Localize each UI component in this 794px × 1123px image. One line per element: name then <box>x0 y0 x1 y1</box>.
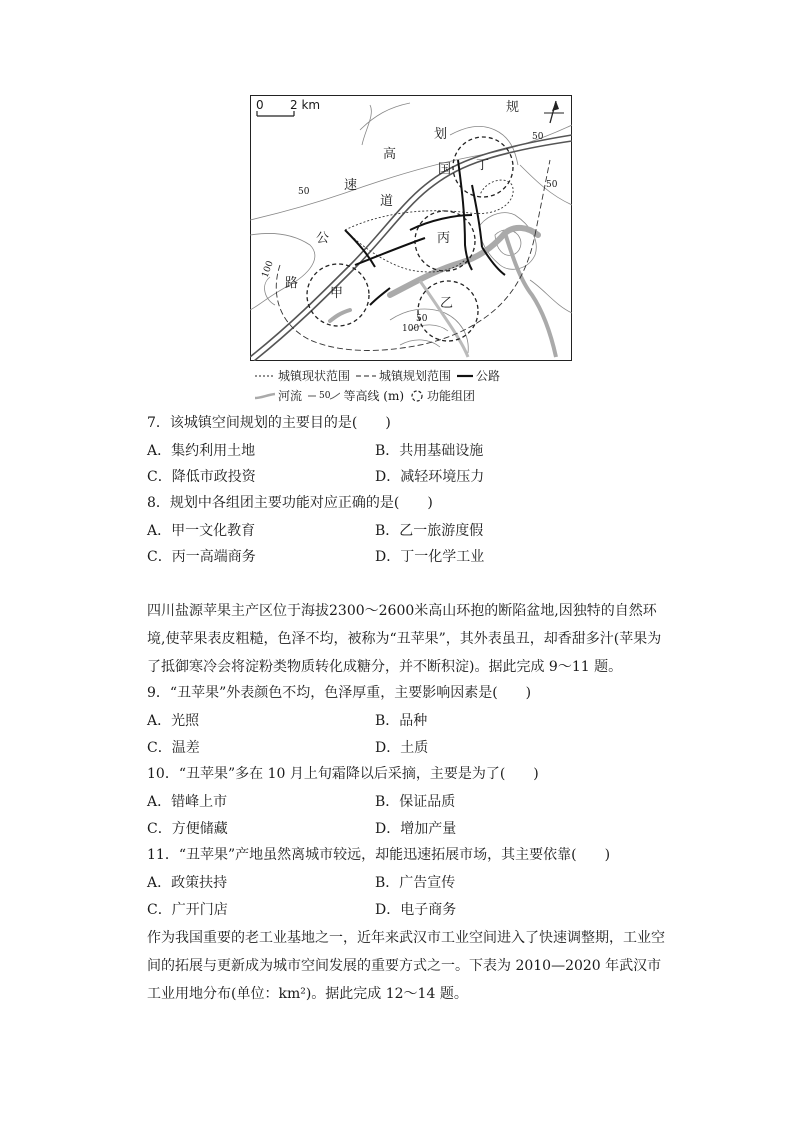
q7-option-c[interactable]: C．降低市政投资 <box>147 469 256 485</box>
map-label-su: 速 <box>344 178 358 193</box>
legend-function-group: 功能组团 <box>410 386 475 406</box>
q11-option-c[interactable]: C．广开门店 <box>147 902 228 918</box>
question-9: 9．“丑苹果”外表颜色不均，色泽厚重，主要影响因素是( ) <box>147 685 532 701</box>
river-line-icon <box>255 392 275 400</box>
q7-option-d[interactable]: D．减轻环境压力 <box>375 469 485 485</box>
map-label-yi: 乙 <box>440 296 454 311</box>
legend-contour: 50 等高线 (m) <box>308 386 404 406</box>
map-label-hua: 划 <box>434 127 448 142</box>
contour-line-icon <box>308 393 316 399</box>
q8-option-b[interactable]: B．乙一旅游度假 <box>375 523 484 539</box>
contour-label-50: 50 <box>298 187 310 197</box>
dashed-circle-icon <box>410 389 424 403</box>
solid-line-icon <box>457 373 473 379</box>
q9-option-a[interactable]: A．光照 <box>147 713 200 729</box>
dashed-line-icon <box>356 373 376 379</box>
map-label-ding: 丁 <box>476 158 490 173</box>
q10-option-c[interactable]: C．方便储藏 <box>147 821 228 837</box>
map-label-gui: 规 <box>506 100 520 115</box>
q8-option-d[interactable]: D．丁一化学工业 <box>375 549 485 565</box>
map-label-dao: 道 <box>380 194 394 209</box>
legend-current-range: 城镇现状范围 <box>255 366 350 386</box>
q10-option-b[interactable]: B．保证品质 <box>375 794 456 810</box>
map-label-bing: 丙 <box>437 231 451 246</box>
map-label-lu: 路 <box>285 276 299 291</box>
question-8: 8．规划中各组团主要功能对应正确的是( ) <box>147 495 433 511</box>
passage-wuhan: 作为我国重要的老工业基地之一，近年来武汉市工业空间进入了快速调整期，工业空间的拓展与更新成为城市空间发展的重要方式之一。下表为 2010—2020 年武汉市工业用地分布(单位：km²)。据此完成 12～14 题。 <box>147 930 665 1002</box>
q8-option-a[interactable]: A．甲一文化教育 <box>147 523 256 539</box>
question-11: 11．“丑苹果”产地虽然离城市较远，却能迅速拓展市场，其主要依靠( ) <box>147 847 611 863</box>
q11-option-a[interactable]: A．政策扶持 <box>147 875 228 891</box>
contour-label-100: 100 <box>402 324 420 334</box>
q10-option-d[interactable]: D．增加产量 <box>375 821 457 837</box>
q9-option-d[interactable]: D．土质 <box>375 740 429 756</box>
contour-label-50: 50 <box>546 180 558 190</box>
map-drawing <box>250 95 572 361</box>
question-10: 10．“丑苹果”多在 10 月上旬霜降以后采摘，主要是为了( ) <box>147 766 539 782</box>
q10-option-a[interactable]: A．错峰上市 <box>147 794 228 810</box>
q8-option-c[interactable]: C．丙一高端商务 <box>147 549 256 565</box>
question-7: 7．该城镇空间规划的主要目的是( ) <box>147 415 391 431</box>
town-planning-map <box>250 95 572 361</box>
scale-zero: 0 <box>256 98 264 112</box>
q9-option-b[interactable]: B．品种 <box>375 713 428 729</box>
contour-label-50: 50 <box>532 132 544 142</box>
q7-option-b[interactable]: B．共用基础设施 <box>375 443 484 459</box>
legend-river: 河流 <box>255 386 302 406</box>
legend-planned-range: 城镇规划范围 <box>356 366 451 386</box>
map-label-jia: 甲 <box>330 286 344 301</box>
map-label-gong: 公 <box>316 231 330 246</box>
q11-option-b[interactable]: B．广告宣传 <box>375 875 456 891</box>
map-label-gao: 高 <box>383 147 397 162</box>
map-label-guo: 国 <box>438 162 452 177</box>
scale-length: 2 km <box>290 98 321 112</box>
legend-road: 公路 <box>457 366 500 386</box>
contour-label-50: 50 <box>416 314 428 324</box>
q9-option-c[interactable]: C．温差 <box>147 740 200 756</box>
contour-label-100: 100 <box>260 259 276 280</box>
q11-option-d[interactable]: D．电子商务 <box>375 902 457 918</box>
passage-apple: 四川盐源苹果主产区位于海拔2300～2600米高山环抱的断陷盆地,因独特的自然环境,使苹果表皮粗糙，色泽不均，被称为“丑苹果”，其外表虽丑，却香甜多汁(苹果为了抵御寒冷会将淀粉类物质转化成糖分，并不断积淀)。据此完成 9～11 题。 <box>147 603 662 675</box>
q7-option-a[interactable]: A．集约利用土地 <box>147 443 256 459</box>
map-legend <box>255 366 585 406</box>
dotted-line-icon <box>255 373 275 379</box>
